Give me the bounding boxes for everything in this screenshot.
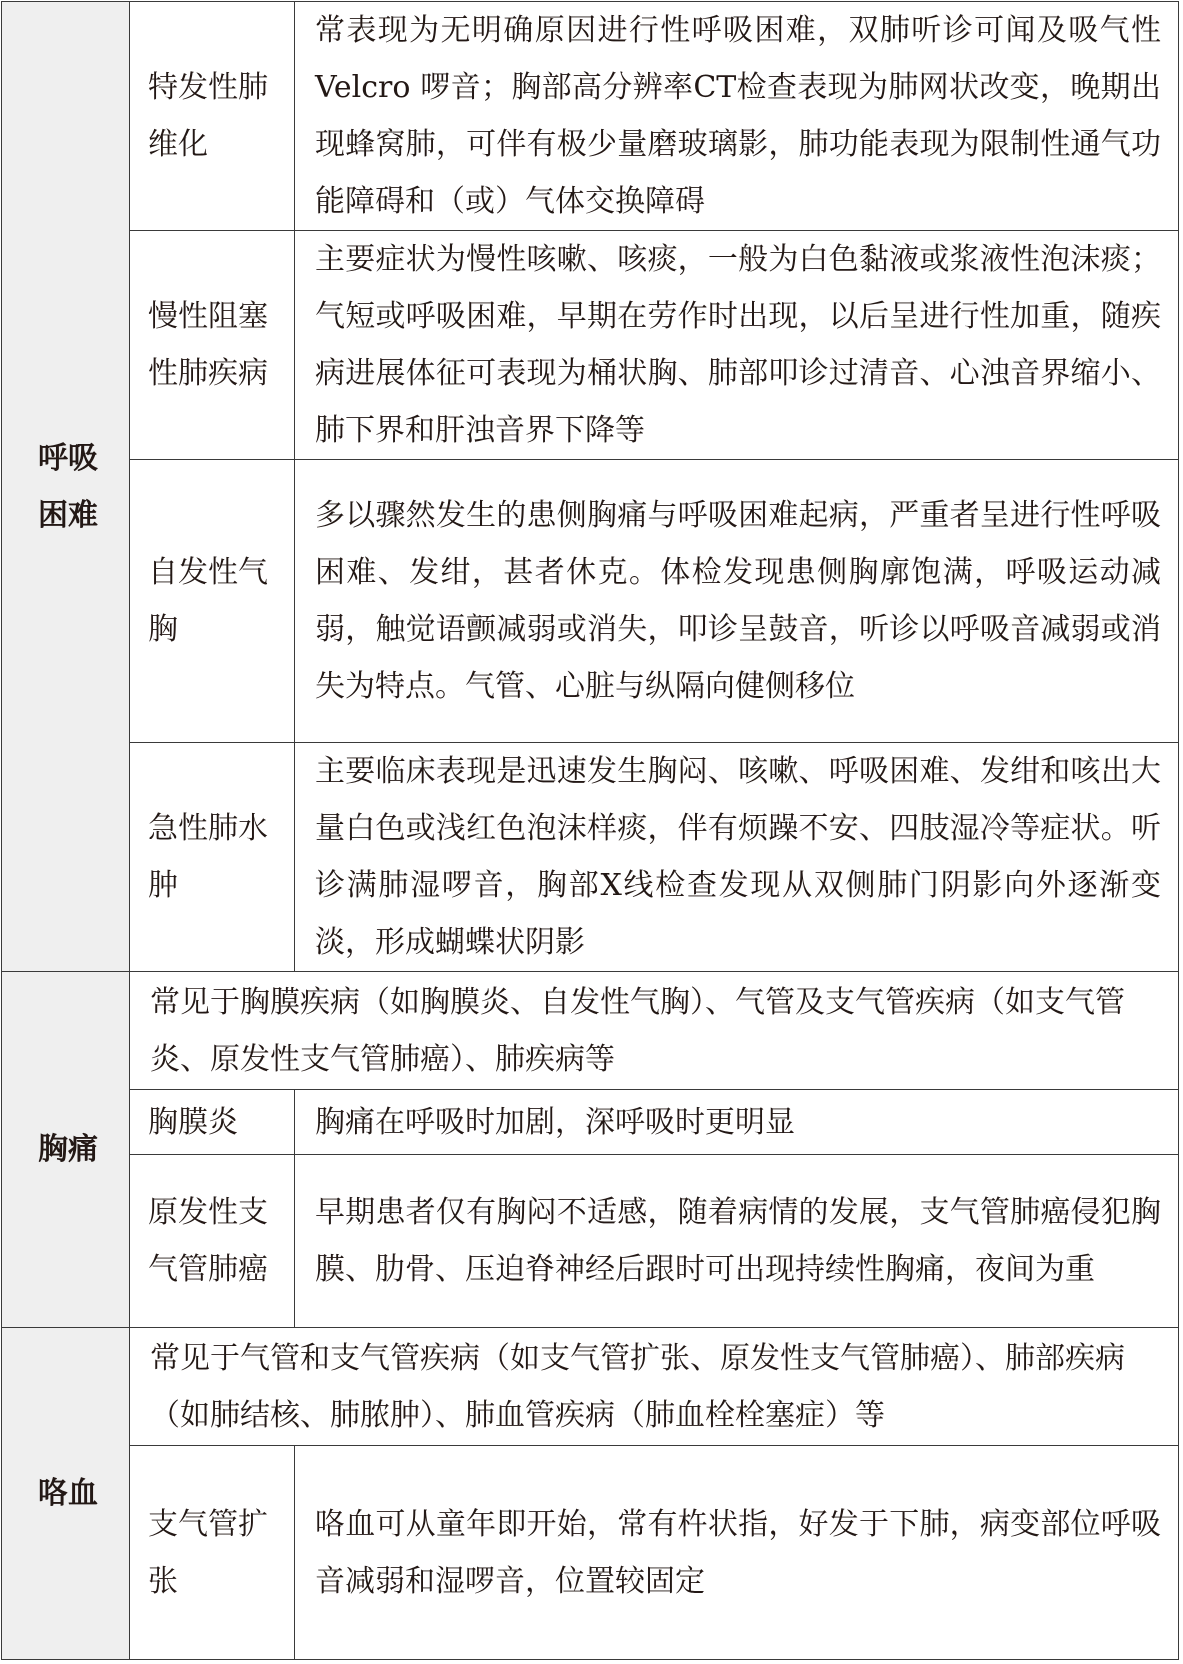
table-row [2,2,1179,231]
disease-name: 特发性肺维化 [130,2,295,231]
table-row [2,1090,1179,1155]
disease-description: 胸痛在呼吸时加剧，深呼吸时更明显 [295,1090,1179,1155]
category-label: 咯血 [38,1476,98,1511]
table-row [2,1155,1179,1328]
category-note: 常见于胸膜疾病（如胸膜炎、自发性气胸）、气管及支气管疾病（如支气管炎、原发性支气管肺癌）、肺疾病等 [130,972,1179,1090]
disease-description: 咯血可从童年即开始，常有杵状指，好发于下肺，病变部位呼吸音减弱和湿啰音，位置较固定 [295,1446,1179,1660]
disease-name: 支气管扩张 [130,1446,295,1660]
table-row [2,743,1179,972]
disease-description: 多以骤然发生的患侧胸痛与呼吸困难起病，严重者呈进行性呼吸困难、发绀，甚者休克。体检发现患侧胸廓饱满，呼吸运动减弱，触觉语颤减弱或消失，叩诊呈鼓音，听诊以呼吸音减弱或消失为特点。气管、心脏与纵隔向健侧移位 [295,460,1179,743]
table-row [2,1446,1179,1660]
disease-name: 慢性阻塞性肺疾病 [130,231,295,460]
disease-description: 常表现为无明确原因进行性呼吸困难，双肺听诊可闻及吸气性Velcro 啰音；胸部高分辨率CT检查表现为肺网状改变，晚期出现蜂窝肺，可伴有极少量磨玻璃影，肺功能表现为限制性通气功能障碍和（或）气体交换障碍 [295,2,1179,231]
disease-name: 原发性支气管肺癌 [130,1155,295,1328]
disease-name: 急性肺水肿 [130,743,295,972]
disease-description: 早期患者仅有胸闷不适感，随着病情的发展，支气管肺癌侵犯胸膜、肋骨、压迫脊神经后跟时可出现持续性胸痛，夜间为重 [295,1155,1179,1328]
category-note: 常见于气管和支气管疾病（如支气管扩张、原发性支气管肺癌）、肺部疾病（如肺结核、肺脓肿）、肺血管疾病（肺血栓栓塞症）等 [130,1328,1179,1446]
disease-description: 主要临床表现是迅速发生胸闷、咳嗽、呼吸困难、发绀和咳出大量白色或浅红色泡沫样痰，伴有烦躁不安、四肢湿冷等症状。听诊满肺湿啰音，胸部X线检查发现从双侧肺门阴影向外逐渐变淡，形成蝴蝶状阴影 [295,743,1179,972]
table-row [2,231,1179,460]
category-label: 呼吸困难 [38,440,98,533]
disease-name: 胸膜炎 [130,1090,295,1155]
category-cell-chest-pain [2,972,130,1328]
symptom-table [1,1,1179,1660]
category-cell-hemoptysis [2,1328,130,1660]
table-row [2,460,1179,743]
table-row [2,972,1179,1090]
disease-name: 自发性气胸 [130,460,295,743]
category-cell-dyspnea [2,2,130,972]
disease-description: 主要症状为慢性咳嗽、咳痰，一般为白色黏液或浆液性泡沫痰；气短或呼吸困难，早期在劳作时出现，以后呈进行性加重，随疾病进展体征可表现为桶状胸、肺部叩诊过清音、心浊音界缩小、肺下界和肝浊音界下降等 [295,231,1179,460]
category-label: 胸痛 [38,1132,98,1167]
table-row [2,1328,1179,1446]
